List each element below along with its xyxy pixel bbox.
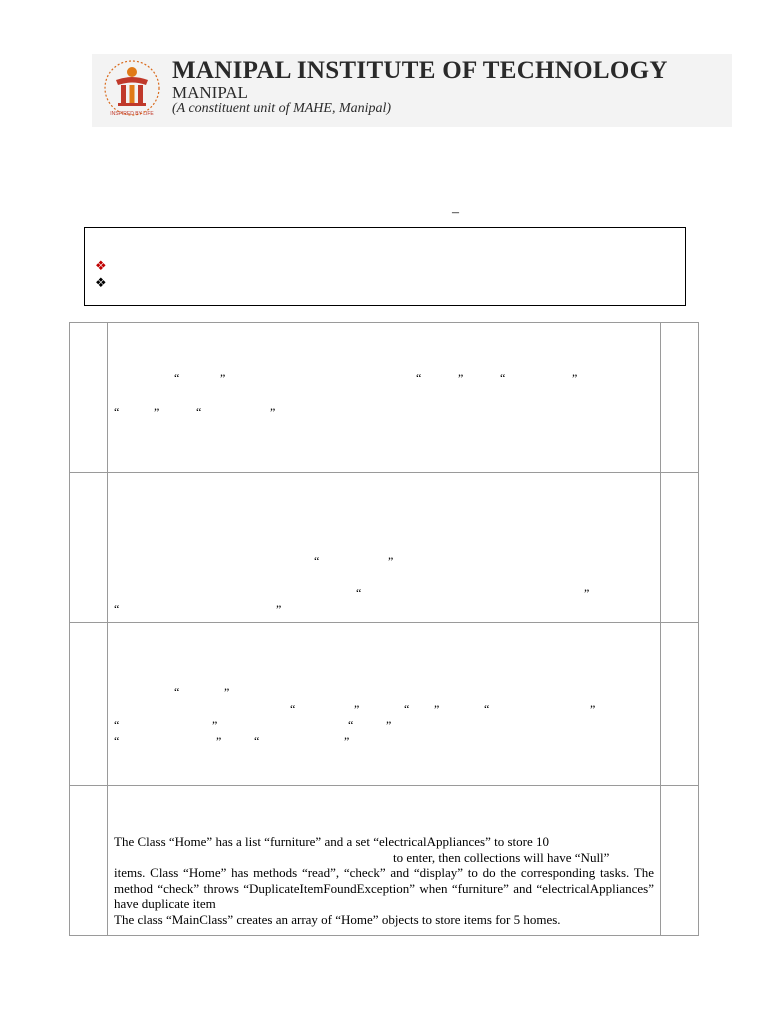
quotation-mark: ” xyxy=(212,718,218,732)
quotation-mark: “ xyxy=(254,734,260,748)
bullet-diamond-icon: ❖ xyxy=(95,275,107,290)
question-number-cell xyxy=(70,786,108,936)
quotation-mark: “ xyxy=(114,734,120,748)
quotation-mark: ” xyxy=(354,702,360,716)
question-text xyxy=(114,834,654,927)
marks-cell xyxy=(661,473,699,623)
quotation-mark: “ xyxy=(500,371,506,385)
quotation-mark: ” xyxy=(458,371,464,385)
quotation-mark: ” xyxy=(276,602,282,616)
table-row xyxy=(70,623,699,786)
svg-text:INSPIRED BY LIFE: INSPIRED BY LIFE xyxy=(110,111,154,117)
quotation-mark: ” xyxy=(388,554,394,568)
title-dash: – xyxy=(452,205,459,220)
quotation-mark: ” xyxy=(270,405,276,419)
quotation-mark: “ xyxy=(114,718,120,732)
marks-cell xyxy=(661,623,699,786)
institute-location: MANIPAL xyxy=(172,83,248,102)
question-text-cell xyxy=(108,323,661,473)
quotation-mark: “ xyxy=(404,702,410,716)
question-line: items. Class “Home” has methods “read”, “check” and “display” to do the corresponding tasks. The method “check” throws “DuplicateItemFoundException” when “furniture” and “electricalAppliances” have duplicate item xyxy=(114,865,654,911)
questions-table xyxy=(69,322,699,936)
quotation-mark: “ xyxy=(114,602,120,616)
quotation-mark: “ xyxy=(348,718,354,732)
table-row xyxy=(70,786,699,936)
institute-name: MANIPAL INSTITUTE OF TECHNOLOGY xyxy=(172,57,668,84)
quotation-mark: “ xyxy=(416,371,422,385)
institute-logo-icon xyxy=(102,58,162,120)
quotation-mark: ” xyxy=(224,685,230,699)
quotation-mark: “ xyxy=(290,702,296,716)
quotation-mark: ” xyxy=(584,586,590,600)
quotation-mark: “ xyxy=(196,405,202,419)
quotation-mark: “ xyxy=(484,702,490,716)
institute-header xyxy=(92,54,732,127)
quotation-mark: “ xyxy=(314,554,320,568)
question-text-cell xyxy=(108,623,661,786)
quotation-mark: ” xyxy=(344,734,350,748)
marks-cell xyxy=(661,786,699,936)
quotation-mark: “ xyxy=(174,685,180,699)
table-row xyxy=(70,473,699,623)
quotation-mark: “ xyxy=(114,405,120,419)
quotation-mark: “ xyxy=(356,586,362,600)
question-text-cell xyxy=(108,786,661,936)
question-number-cell xyxy=(70,623,108,786)
quotation-mark: ” xyxy=(572,371,578,385)
quotation-mark: ” xyxy=(216,734,222,748)
question-number-cell xyxy=(70,473,108,623)
question-line: to enter, then collections will have “Null” xyxy=(393,849,610,865)
bullet-diamond-icon: ❖ xyxy=(95,258,107,273)
quotation-mark: ” xyxy=(590,702,596,716)
quotation-mark: ” xyxy=(386,718,392,732)
question-text-cell xyxy=(108,473,661,623)
quotation-mark: “ xyxy=(174,371,180,385)
question-line: The class “MainClass” creates an array of “Home” objects to store items for 5 homes. xyxy=(114,911,561,927)
question-line: The Class “Home” has a list “furniture” and a set “electricalAppliances” to store 10 xyxy=(114,834,549,849)
instructions-box xyxy=(84,227,686,306)
quotation-mark: ” xyxy=(220,371,226,385)
table-row xyxy=(70,323,699,473)
quotation-mark: ” xyxy=(434,702,440,716)
question-number-cell xyxy=(70,323,108,473)
quotation-mark: ” xyxy=(154,405,160,419)
constituent-note: (A constituent unit of MAHE, Manipal) xyxy=(172,101,392,116)
marks-cell xyxy=(661,323,699,473)
